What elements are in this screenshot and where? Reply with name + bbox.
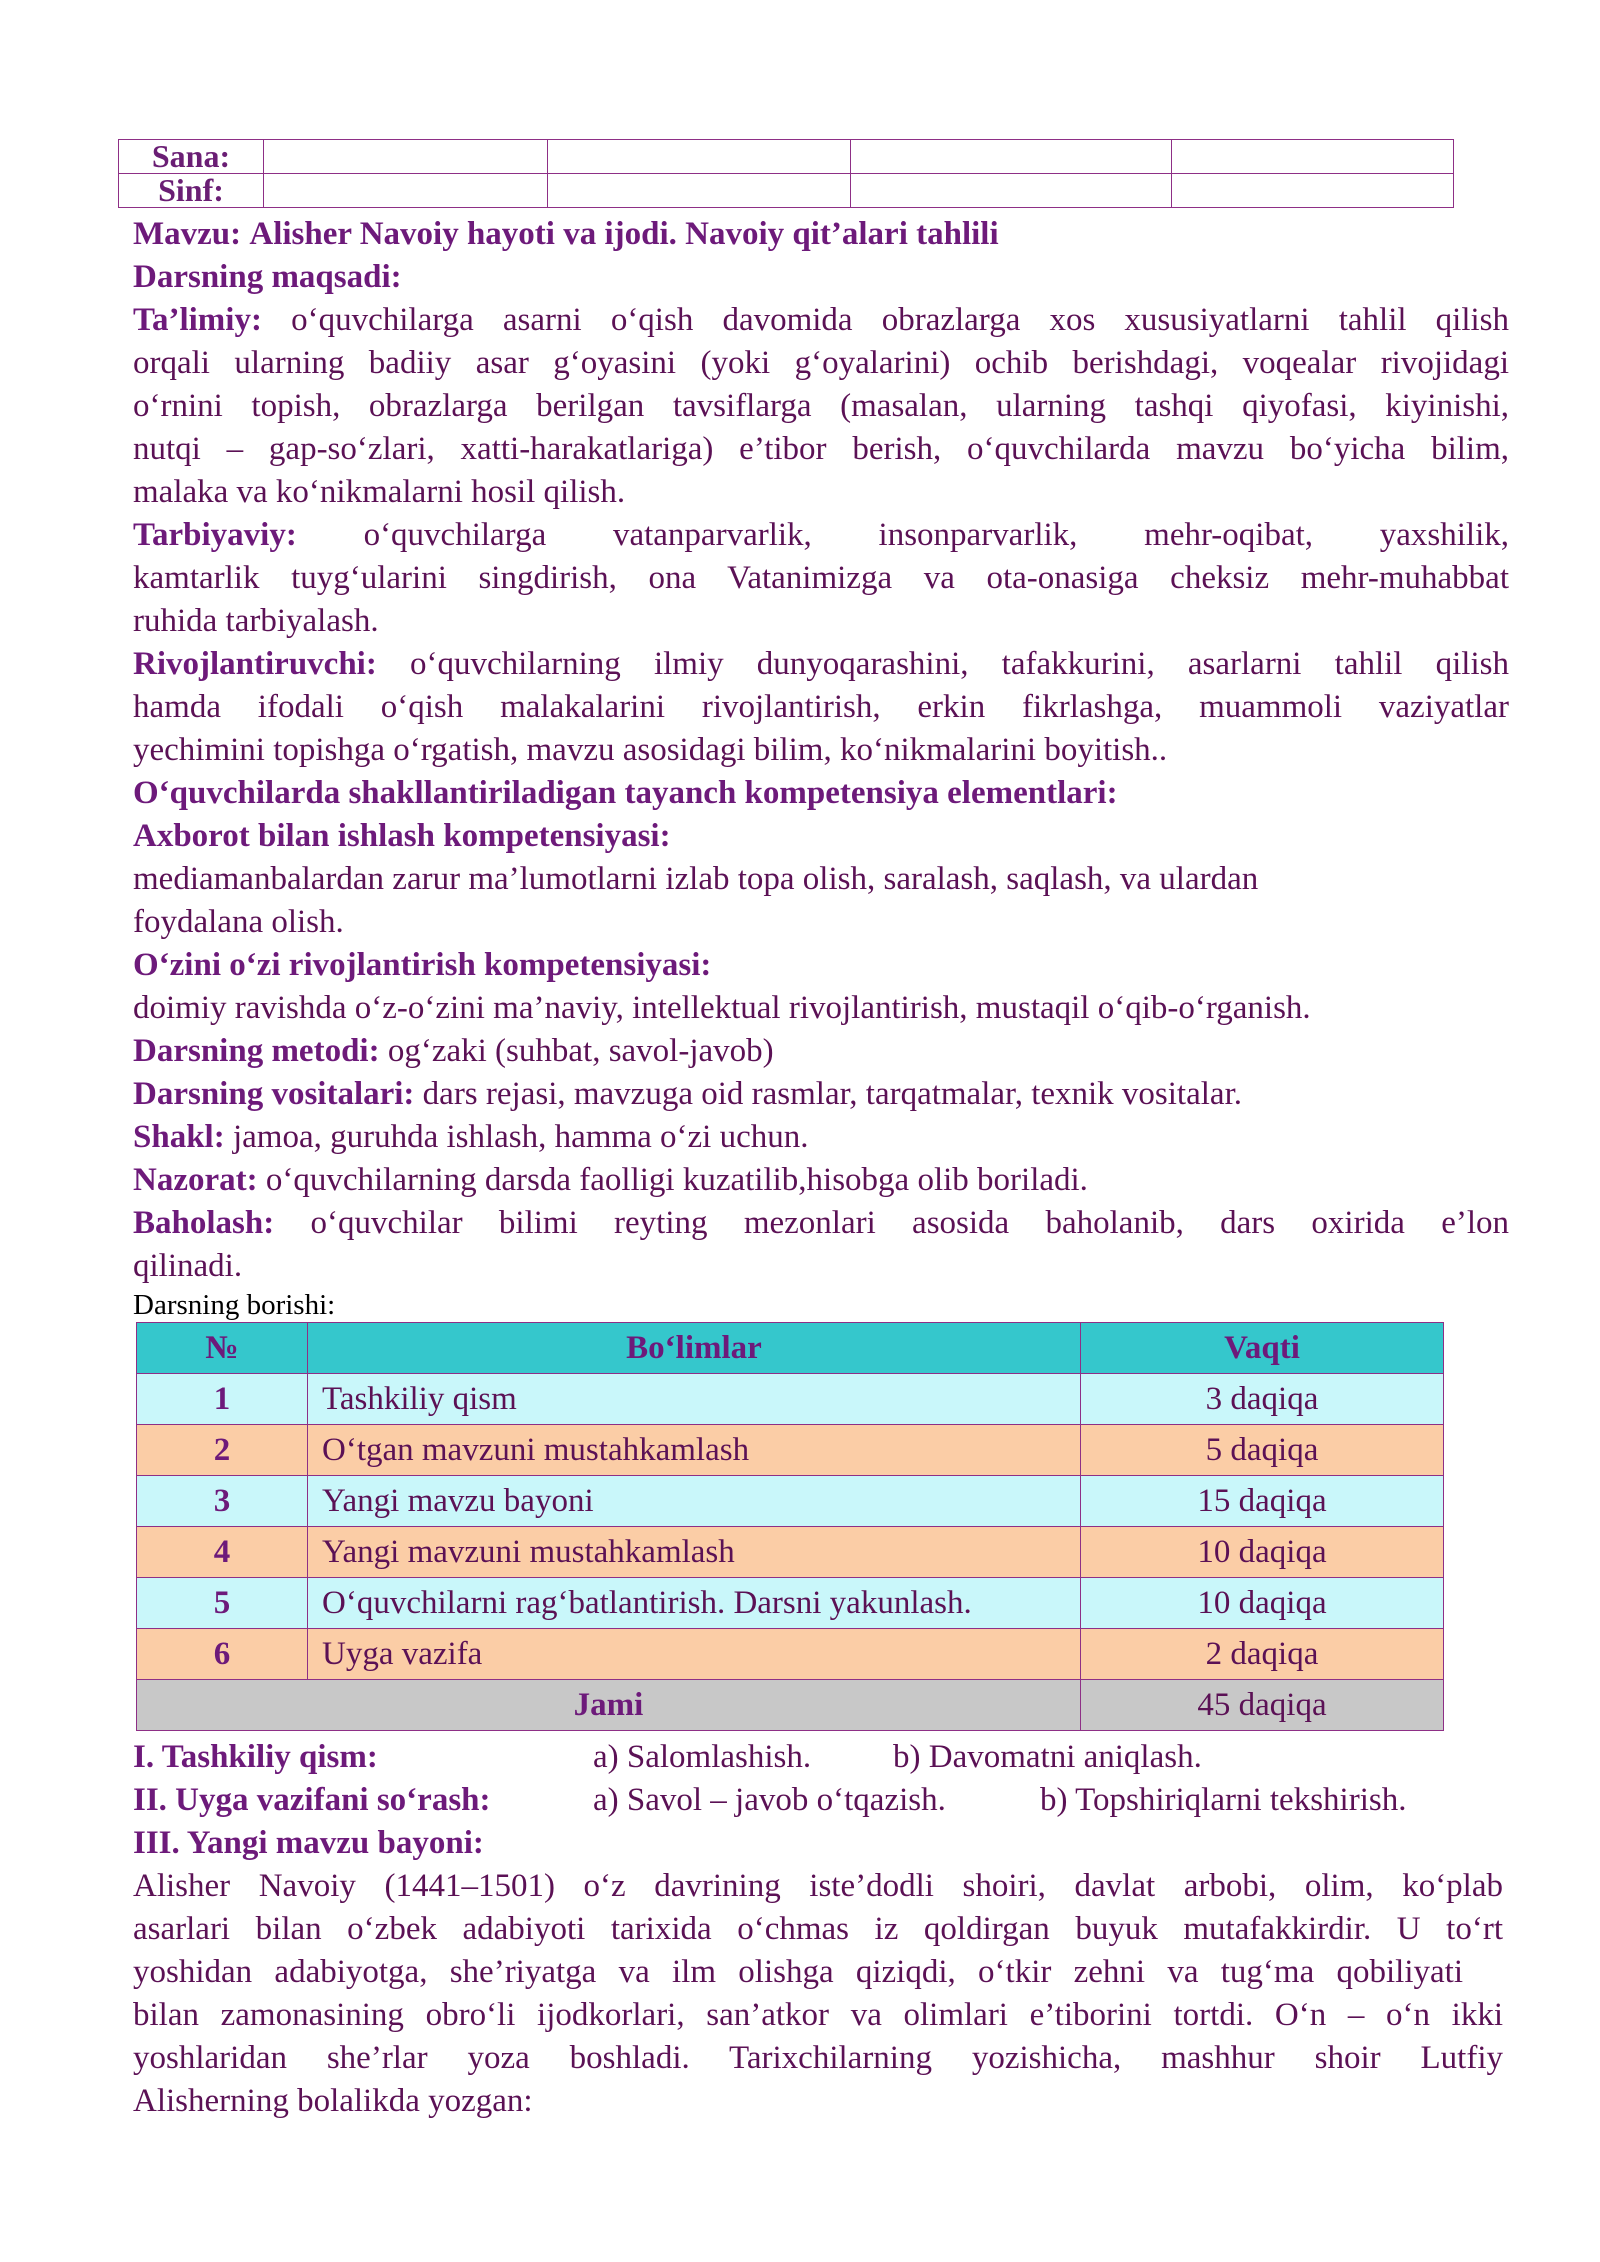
developing-line: yechimini topishga o‘rgatish, mavzu asosidagi bilim, ko‘nikmalarini boyitish..	[133, 732, 1168, 768]
stage-1-line	[133, 1736, 1509, 1779]
stage-2-item-a: a) Savol – javob o‘tqazish.	[593, 1782, 946, 1818]
row-num: 6	[137, 1629, 308, 1680]
self-competence-text: doimiy ravishda o‘z-o‘zini ma’naviy, intellektual rivojlantirish, mustaqil o‘qib-o‘rganish.	[133, 990, 1311, 1026]
stage-3-line: yoshlaridan she’rlar yoza boshladi. Tarixchilarning yozishicha, mashhur shoir Lutfiy	[133, 2040, 1503, 2076]
goals-heading: Darsning maqsadi:	[133, 259, 402, 295]
stage-2-item-b: b) Topshiriqlarni tekshirish.	[1040, 1782, 1407, 1818]
tools-text: dars rejasi, mavzuga oid rasmlar, tarqatmalar, texnik vositalar.	[422, 1076, 1242, 1112]
self-competence-heading: O‘zini o‘zi rivojlantirish kompetensiyasi:	[133, 947, 712, 983]
row-num: 4	[137, 1527, 308, 1578]
table-row	[137, 1629, 1444, 1680]
stage-1-heading: I. Tashkiliy qism:	[133, 1739, 378, 1775]
assessment-text: o‘quvchilar bilimi reyting mezonlari asosida baholanib, dars oxirida e’lon	[310, 1205, 1509, 1241]
row-section: Yangi mavzu bayoni	[308, 1476, 1081, 1527]
stage-3-line: asarlari bilan o‘zbek adabiyoti tarixida o‘chmas iz qoldirgan buyuk mutafakkirdir. U to‘rt	[133, 1911, 1503, 1947]
class-cell	[264, 174, 548, 208]
row-section: Yangi mavzuni mustahkamlash	[308, 1527, 1081, 1578]
developing-text: o‘quvchilarning ilmiy dunyoqarashini, tafakkurini, asarlarni tahlil qilish	[410, 646, 1509, 682]
stage-1-item-a: a) Salomlashish.	[593, 1739, 812, 1775]
form-label: Shakl:	[133, 1119, 225, 1155]
class-label: Sinf:	[119, 174, 264, 208]
stage-3-line: bilan zamonasining obro‘li ijodkorlari, san’atkor va olimlari e’tiborini tortdi. O‘n – o‘n ikki	[133, 1997, 1503, 2033]
date-label: Sana:	[119, 140, 264, 174]
competence-heading: O‘quvchilarda shakllantiriladigan tayanch kompetensiya elementlari:	[133, 775, 1118, 811]
educational-line: malaka va ko‘nikmalarni hosil qilish.	[133, 474, 626, 510]
col-section-header: Bo‘limlar	[308, 1323, 1081, 1374]
table-row	[137, 1476, 1444, 1527]
row-num: 5	[137, 1578, 308, 1629]
stage-3-line: Alisherning bolalikda yozgan:	[133, 2083, 533, 2119]
class-cell	[851, 174, 1172, 208]
developing-label: Rivojlantiruvchi:	[133, 646, 377, 682]
control-text: o‘quvchilarning darsda faolligi kuzatilib,hisobga olib boriladi.	[265, 1162, 1088, 1198]
stage-3-heading: III. Yangi mavzu bayoni:	[133, 1825, 484, 1861]
class-row	[119, 174, 1454, 208]
table-row	[137, 1527, 1444, 1578]
row-num: 2	[137, 1425, 308, 1476]
table-row	[137, 1578, 1444, 1629]
table-row	[137, 1425, 1444, 1476]
developing-line-1	[133, 643, 1509, 686]
row-time: 10 daqiqa	[1081, 1527, 1444, 1578]
assessment-line: qilinadi.	[133, 1248, 243, 1284]
row-time: 10 daqiqa	[1081, 1578, 1444, 1629]
total-row	[137, 1680, 1444, 1731]
form-text: jamoa, guruhda ishlash, hamma o‘zi uchun.	[232, 1119, 809, 1155]
upbringing-text: o‘quvchilarga vatanparvarlik, insonparvarlik, mehr-oqibat, yaxshilik,	[363, 517, 1510, 553]
date-cell	[264, 140, 548, 174]
method-line	[133, 1030, 1509, 1073]
row-num: 1	[137, 1374, 308, 1425]
row-time: 2 daqiqa	[1081, 1629, 1444, 1680]
method-label: Darsning metodi:	[133, 1033, 380, 1069]
assessment-label: Baholash:	[133, 1205, 275, 1241]
topic-label: Mavzu:	[133, 216, 242, 252]
educational-text: o‘quvchilarga asarni o‘qish davomida obrazlarga xos xususiyatlarni tahlil qilish	[291, 302, 1509, 338]
col-time-header: Vaqti	[1081, 1323, 1444, 1374]
developing-line: hamda ifodali o‘qish malakalarini rivojlantirish, erkin fikrlashga, muammoli vaziyatlar	[133, 689, 1509, 725]
stage-3-line: Alisher Navoiy (1441–1501) o‘z davrining iste’dodli shoiri, davlat arbobi, olim, ko‘plab	[133, 1868, 1503, 1904]
info-competence-line: foydalana olish.	[133, 904, 344, 940]
table-row	[137, 1374, 1444, 1425]
form-line	[133, 1116, 1509, 1159]
row-time: 3 daqiqa	[1081, 1374, 1444, 1425]
educational-line: orqali ularning badiiy asar g‘oyasini (yoki g‘oyalarini) ochib berishdagi, voqealar rivojidagi	[133, 345, 1509, 381]
total-time: 45 daqiqa	[1081, 1680, 1444, 1731]
date-cell	[548, 140, 851, 174]
row-time: 5 daqiqa	[1081, 1425, 1444, 1476]
class-cell	[548, 174, 851, 208]
educational-line-1	[133, 299, 1509, 342]
upbringing-line: kamtarlik tuyg‘ularini singdirish, ona Vatanimizga va ota-onasiga cheksiz mehr-muhabbat	[133, 560, 1509, 596]
total-label: Jami	[137, 1680, 1081, 1731]
upbringing-line-1	[133, 514, 1509, 557]
educational-line: o‘rnini topish, obrazlarga berilgan tavsiflarga (masalan, ularning tashqi qiyofasi, kiyinishi,	[133, 388, 1509, 424]
row-section: Uyga vazifa	[308, 1629, 1081, 1680]
date-row	[119, 140, 1454, 174]
date-class-grid	[118, 139, 1454, 208]
schedule-table	[136, 1322, 1444, 1731]
tools-line	[133, 1073, 1509, 1116]
row-section: O‘tgan mavzuni mustahkamlash	[308, 1425, 1081, 1476]
col-num-header: №	[137, 1323, 308, 1374]
lesson-flow-label: Darsning borishi:	[133, 1289, 336, 1321]
row-section: Tashkiliy qism	[308, 1374, 1081, 1425]
assessment-line-1	[133, 1202, 1509, 1245]
stage-2-heading: II. Uyga vazifani so‘rash:	[133, 1782, 491, 1818]
lesson-stages	[133, 1736, 1509, 2123]
stage-3-line: yoshidan adabiyotga, she’riyatga va ilm olishga qiziqdi, o‘tkir zehni va tug‘ma qobiliyati	[133, 1954, 1463, 1990]
row-time: 15 daqiqa	[1081, 1476, 1444, 1527]
control-line	[133, 1159, 1509, 1202]
educational-line: nutqi – gap-so‘zlari, xatti-harakatlariga) e’tibor berish, o‘quvchilarda mavzu bo‘yicha bilim,	[133, 431, 1509, 467]
row-section: O‘quvchilarni rag‘batlantirish. Darsni yakunlash.	[308, 1578, 1081, 1629]
stage-1-item-b: b) Davomatni aniqlash.	[893, 1739, 1202, 1775]
lesson-plan-body	[133, 213, 1509, 1320]
date-cell	[851, 140, 1172, 174]
date-cell	[1172, 140, 1454, 174]
topic-text: Alisher Navoiy hayoti va ijodi. Navoiy qit’alari tahlili	[249, 216, 999, 252]
upbringing-line: ruhida tarbiyalash.	[133, 603, 379, 639]
topic-line	[133, 213, 1509, 256]
row-num: 3	[137, 1476, 308, 1527]
upbringing-label: Tarbiyaviy:	[133, 517, 297, 553]
educational-label: Ta’limiy:	[133, 302, 262, 338]
info-competence-heading: Axborot bilan ishlash kompetensiyasi:	[133, 818, 671, 854]
tools-label: Darsning vositalari:	[133, 1076, 415, 1112]
info-competence-line: mediamanbalardan zarur ma’lumotlarni izlab topa olish, saralash, saqlash, va ulardan	[133, 861, 1259, 897]
class-cell	[1172, 174, 1454, 208]
method-text: og‘zaki (suhbat, savol-javob)	[387, 1033, 774, 1069]
schedule-header-row	[137, 1323, 1444, 1374]
control-label: Nazorat:	[133, 1162, 258, 1198]
stage-2-line	[133, 1779, 1509, 1822]
